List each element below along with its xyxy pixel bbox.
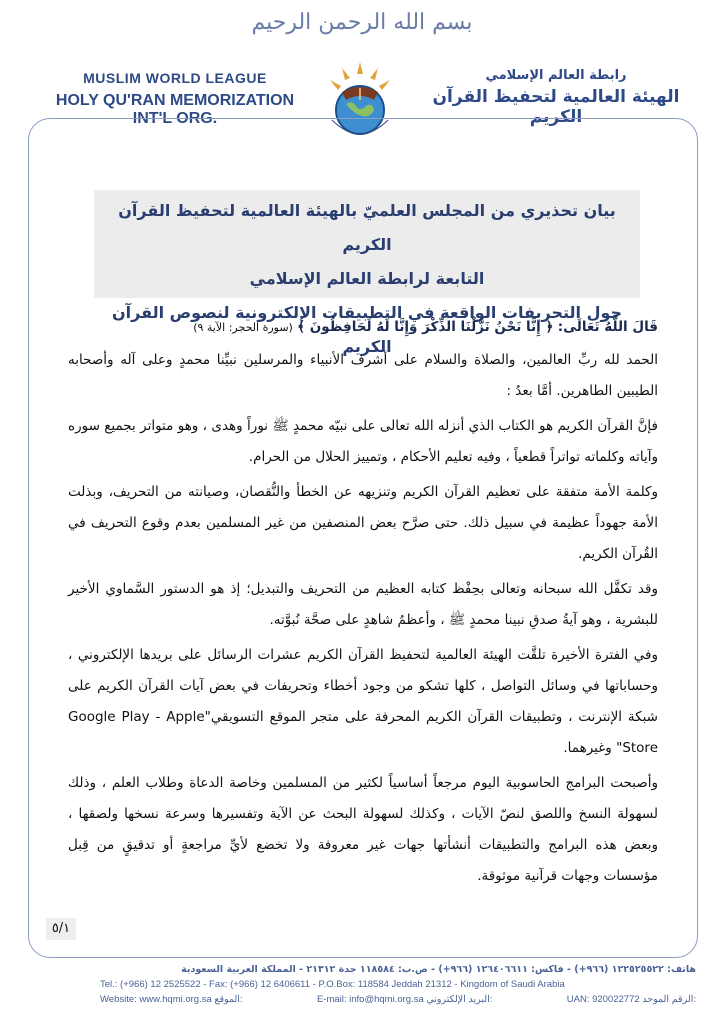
- quote-reference: (سورة الحجر: الآية ٩): [193, 321, 293, 334]
- quote-intro: قَالَ اللَّهُ تَعَالَى:: [557, 319, 658, 335]
- footer-uan: UAN: 920022772: [566, 994, 640, 1005]
- quran-quote: [68, 312, 658, 343]
- footer-contact: [100, 962, 696, 1007]
- footer-english-line: Tel.: (+966) 12 2525522 - Fax: (+966) 12 6406611 - P.O.Box: 118584 Jeddah 21312 - Kingdom of Saudi Arabia: [100, 979, 565, 990]
- page-number: ٥/١: [46, 918, 76, 940]
- org-ar-line1: رابطة العالم الإسلامي: [485, 68, 627, 83]
- paragraph: وقد تكفَّل الله سبحانه وتعالى بحِفْظ كتابه العظيم من التحريف والتبديل؛ إذ هو الدستور السَّماوي الأخير للبشرية ، وهو آيةُ صدقِ نبينا محمدٍ ﷺ ، وأعظمُ شاهدٍ على صحَّة نُبوَّته.: [68, 581, 658, 628]
- org-en-line1: MUSLIM WORLD LEAGUE: [83, 70, 267, 86]
- basmala-calligraphy: بسم الله الرحمن الرحيم: [251, 10, 473, 35]
- paragraph: الحمد لله ربِّ العالمين، والصلاة والسلام على أشرف الأنبياء والمرسلين نبيِّنا محمدٍ وعلى آله وأصحابه الطيبين الطاهرين. أمَّا بعدُ :: [68, 352, 658, 399]
- paragraph: وفي الفترة الأخيرة تلقَّت الهيئة العالمية لتحفيظ القرآن الكريم عشرات الرسائل على بريدها الإلكتروني ، وحساباتها في وسائل التواصل ، كلها تشكو من وجود أخطاء وتحريفات في بعض آيات القرآن الكريم على شبكة الإنترنت ، وتطبيقات القرآن الكريم المحرفة على متجر الموقع التسويقي"Google Play - Apple Store" وغيرهما.: [68, 647, 658, 756]
- title-line-2: التابعة لرابطة العالم الإسلامي: [249, 269, 485, 288]
- title-line-1: بيان تحذيري من المجلس العلميّ بالهيئة العالمية لتحفيظ القرآن الكريم: [118, 201, 616, 254]
- org-ar-line2: الهيئة العالمية لتحفيظ القرآن الكريم: [432, 87, 680, 127]
- quote-verse: ﴿ إِنَّا نَحْنُ نَزَّلْنَا الذِّكْرَ وَإِنَّا لَهُ لَحَافِظُونَ ﴾: [297, 319, 554, 335]
- paragraph: وأصبحت البرامج الحاسوبية اليوم مرجعاً أساسياً لكثير من المسلمين وخاصة الدعاة وطلاب العلم ، وذلك لسهولة النسخ واللصق لنصّ الآيات ، وكذلك لسهولة البحث عن الآية وتفسيرها وسرعة نسخها ولصقها ، وبعض هذه البرامج والتطبيقات أنشأتها جهات غير معروفة ولا تخضع لأيِّ مراجعةٍ أو تدقيقٍ من قِبل مؤسسات وجهات قرآنية موثوقة.: [68, 775, 658, 884]
- footer-email-ar: البريد الإلكتروني:: [426, 994, 493, 1005]
- footer-email[interactable]: E-mail: info@hqmi.org.sa: [316, 994, 424, 1005]
- paragraph: وكلمة الأمة متفقة على تعظيم القرآن الكريم وتنزيهه عن الخطأ والنُّقصان، وصيانته من التحريف، وبذلت الأمة جهوداً عظيمة في سبيل ذلك. حتى صرَّح بعض المنصفين من غير المسلمين بعدم وقوع التحريف في القُرآن الكريم.: [68, 484, 658, 562]
- org-en-line2: HOLY QU'RAN MEMORIZATION INT'L ORG.: [55, 92, 295, 127]
- title-line-3: حول التحريفات الواقعة في التطبيقات الإلكترونية لنصوص القرآن الكريم: [111, 303, 623, 356]
- footer-website[interactable]: Website: www.hqmi.org.sa: [100, 994, 212, 1005]
- footer-website-ar: الموقع:: [214, 994, 243, 1005]
- footer-uan-ar: الرقم الموحد:: [642, 994, 696, 1005]
- statement-body: [68, 312, 658, 896]
- paragraph: فإنَّ القرآن الكريم هو الكتاب الذي أنزله الله تعالى على نبيّه محمدٍ ﷺ نوراً وهدى ، وهو متواتر بجميع سوره وآياته وكلماته تواتراً قطعياً ، وفيه تعليم الأحكام ، وتمييز الحلال من الحرام.: [68, 418, 658, 465]
- footer-arabic-line: هاتف: ١٢٢٥٢٥٥٢٢ (٩٦٦+) - فاكس: ١٢٦٤٠٦٦١١ (٩٦٦+) - ص.ب: ١١٨٥٨٤ جدة ٢١٣١٢ - المملكة العربية السعودية: [181, 964, 696, 975]
- footer-links-row: [100, 992, 696, 1007]
